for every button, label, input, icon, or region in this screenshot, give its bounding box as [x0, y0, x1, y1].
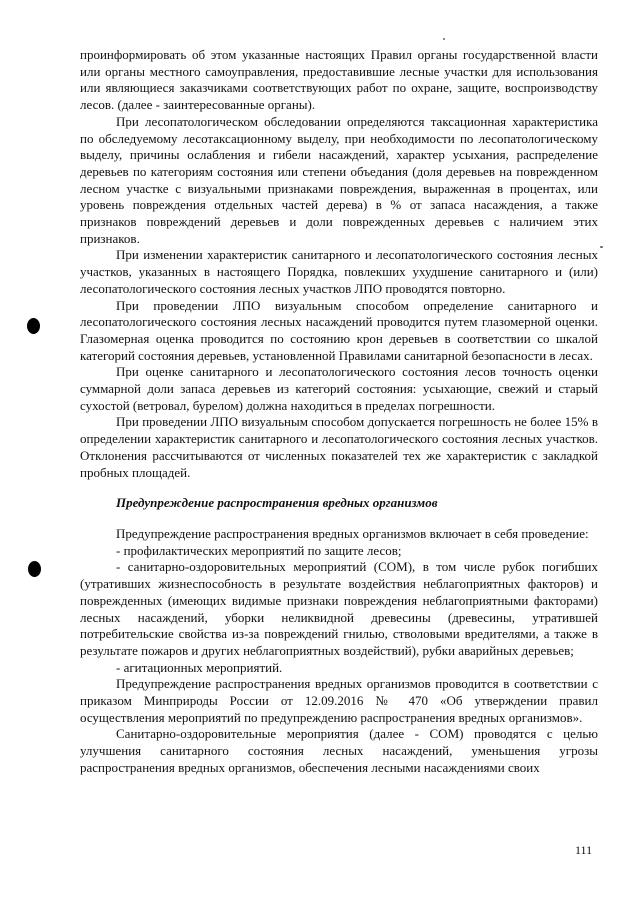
- paragraph: При лесопатологическом обследовании определяются таксационная характеристика по обследуемому лесотаксационному выделу, при необходимости по лесопатологическому выделу, причины ослабления и гибели насаждений, характер усыхания, распределение деревьев по категориям состояния или степени объедания (доля деревьев на поврежденном лесном участке с визуальными признаками повреждения, выраженная в процентах, или уровень повреждения отдельных частей дерева) в % от запаса насаждения, а также признаков повреждений деревьев и доли поврежденных деревьев с наличием этих признаков.: [80, 113, 598, 246]
- scan-speck: [600, 246, 603, 248]
- section-heading: Предупреждение распространения вредных организмов: [116, 495, 438, 511]
- paragraph: При проведении ЛПО визуальным способом определение санитарного и лесопатологического состояния лесных насаждений проводится путем глазомерной оценки. Глазомерная оценка проводится по состоянию крон деревьев в соответствии со шкалой категорий состояния деревьев, установленной Правилами санитарной безопасности в лесах.: [80, 297, 598, 363]
- scan-speck: [443, 38, 445, 40]
- paragraph: проинформировать об этом указанные настоящих Правил органы государственной власти или органы местного самоуправления, предоставившие лесные участки для использования или являющиеся заказчиками соответствующих работ по охране, защите, воспроизводству лесов. (далее - заинтересованные органы).: [80, 47, 598, 113]
- paragraph: При изменении характеристик санитарного и лесопатологического состояния лесных участков, указанных в настоящего Порядка, повлекших ухудшение санитарного и (или) лесопатологического состояния лесных участков ЛПО проводятся повторно.: [80, 247, 598, 296]
- list-item: - санитарно-оздоровительных мероприятий (СОМ), в том числе рубок погибших (утративших жизнеспособность в результате воздействия неблагоприятных факторов) и поврежденных (имеющих видимые признаки повреждения неблагоприятными факторами) лесных насаждений, уборки неликвидной древесины (древесины, утратившей потребительские свойства из-за повреждений гнилью, стволовыми вредителями, а также в результате пожаров и других неблагоприятных воздействий), рубки аварийных деревьев;: [80, 559, 598, 658]
- page-number: 111: [575, 843, 593, 857]
- paragraph: Предупреждение распространения вредных организмов включает в себя проведение:: [116, 525, 589, 541]
- punch-hole: [27, 318, 40, 334]
- paragraph: Санитарно-оздоровительные мероприятия (далее - СОМ) проводятся с целью улучшения санитарного состояния лесных насаждений, уменьшения угрозы распространения вредных организмов, обеспечения лесными насаждениями своих: [80, 726, 598, 775]
- paragraph: При оценке санитарного и лесопатологического состояния лесов точность оценки суммарной доли запаса деревьев из категорий состояния: усыхающие, свежий и старый сухостой (ветровал, бурелом) должна находиться в пределах погрешности.: [80, 364, 598, 413]
- list-item: - агитационных мероприятий.: [116, 659, 283, 675]
- body-text: [80, 47, 598, 777]
- paragraph: Предупреждение распространения вредных организмов проводится в соответствии с приказом Минприроды России от 12.09.2016 № 470 «Об утверждении правил осуществления мероприятий по предупреждению распространения вредных организмов».: [80, 676, 598, 725]
- list-item: - профилактических мероприятий по защите лесов;: [116, 542, 402, 558]
- punch-hole: [28, 561, 41, 577]
- paragraph: При проведении ЛПО визуальным способом допускается погрешность не более 15% в определении характеристик санитарного и лесопатологического состояния лесных участков. Отклонения рассчитываются от численных показателей тех же характеристик с закладкой пробных площадей.: [80, 414, 598, 480]
